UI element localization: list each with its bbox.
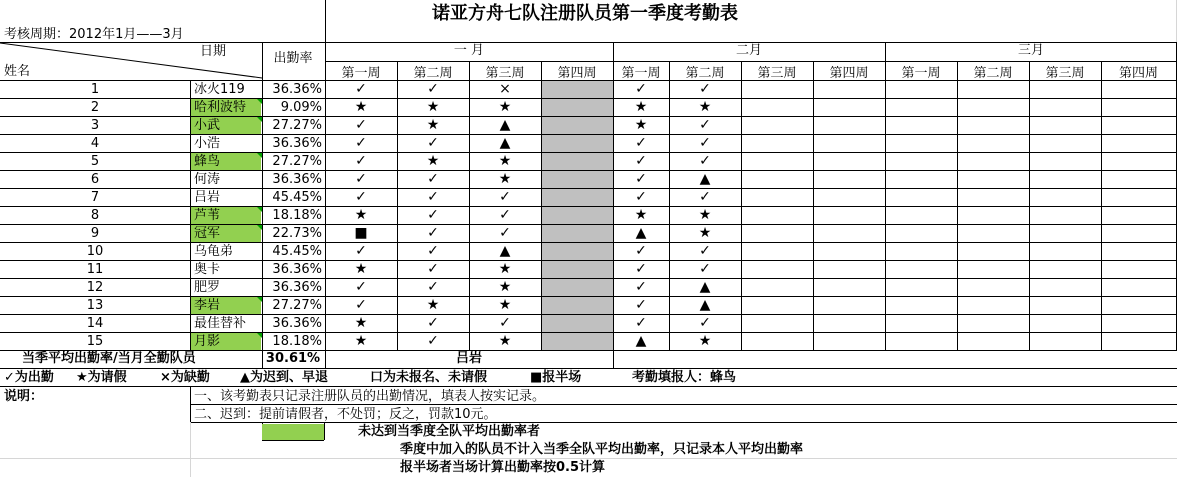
grid-line [0,278,1177,279]
attendance-mark: ★ [498,333,512,349]
week-header: 第四周 [829,65,869,81]
member-name: 奥卡 [194,262,221,277]
attendance-mark: ★ [634,207,648,223]
attendance-mark: ✓ [699,315,711,331]
attendance-mark: ✓ [635,135,647,151]
attendance-mark: ★ [498,261,512,277]
attendance-mark: ★ [426,99,440,115]
attendance-rate: 36.36% [272,262,322,277]
grid-line [0,134,1177,135]
member-name: 月影 [194,334,221,349]
attendance-mark: ✓ [355,297,367,313]
week-header: 第三周 [1045,65,1085,81]
attendance-mark: ▲ [699,297,711,313]
grid-line [0,116,1177,117]
attendance-mark: ✓ [427,315,439,331]
row-number: 8 [90,207,100,223]
attendance-mark: ✓ [427,225,439,241]
attendance-mark: ★ [354,99,368,115]
grid-line [885,42,886,350]
attendance-mark: ▲ [499,243,511,259]
row-number: 2 [90,99,100,115]
comment-indicator-icon [257,207,262,212]
week-header: 第一周 [621,65,661,81]
member-name: 李岩 [194,298,221,313]
legend-star: ★为请假 [76,370,127,385]
attendance-rate: 9.09% [280,100,322,115]
grid-line [0,42,1177,43]
row-number: 4 [90,135,100,151]
grid-line [0,368,1177,369]
grid-line [613,42,614,368]
attendance-rate: 36.36% [272,316,322,331]
summary-rate: 30.61% [265,351,321,366]
grid-line [325,61,1177,62]
attendance-mark: ★ [354,261,368,277]
attendance-mark: ✓ [635,243,647,259]
comment-indicator-icon [257,117,262,122]
attendance-mark: ★ [354,207,368,223]
period-label: 考核周期：2012年1月——3月 [4,27,184,42]
attendance-mark: ★ [498,153,512,169]
month-feb: 二月 [735,43,762,58]
attendance-mark: ✓ [355,279,367,295]
grid-line [190,386,191,422]
attendance-rate: 45.45% [272,190,322,205]
comment-indicator-icon [257,333,262,338]
attendance-mark: ✓ [635,171,647,187]
attendance-mark: ✓ [355,189,367,205]
legend-triangle: ▲为迟到、早退 [240,370,328,385]
row-number: 1 [90,81,100,97]
week-header: 第二周 [413,65,453,81]
grid-line [741,61,742,350]
grid-line [0,170,1177,171]
attendance-rate: 18.18% [272,334,322,349]
attendance-mark: ★ [498,99,512,115]
notes-label: 说明： [4,389,44,404]
attendance-mark: ★ [354,315,368,331]
attendance-mark: × [499,81,511,97]
row-number: 12 [86,279,104,295]
rate-header: 出勤率 [273,51,313,66]
attendance-rate: 22.73% [272,226,322,241]
sheet-title: 诺亚方舟七队注册队员第一季度考勤表 [432,3,738,24]
attendance-mark: ✓ [355,153,367,169]
attendance-mark: ✓ [499,189,511,205]
attendance-mark: ✓ [635,81,647,97]
attendance-mark: ✓ [635,297,647,313]
attendance-mark: ▲ [699,279,711,295]
attendance-mark: ★ [634,117,648,133]
attendance-mark: ✓ [635,279,647,295]
attendance-mark: ✓ [427,279,439,295]
grid-line [190,80,191,350]
grid-line [262,440,324,441]
grid-line [0,206,1177,207]
week-header: 第一周 [341,65,381,81]
row-number: 5 [90,153,100,169]
grid-line [1029,61,1030,350]
attendance-mark: ✓ [699,135,711,151]
row-number: 10 [86,243,104,259]
legend-filled-square: ■报半场 [530,370,582,385]
attendance-mark: ✓ [499,225,511,241]
member-name: 乌龟弟 [194,244,234,259]
member-name: 蜂鸟 [194,154,221,169]
grid-line [190,422,191,477]
attendance-mark: ✓ [699,117,711,133]
grid-line [397,61,398,350]
grid-line [0,314,1177,315]
grid-line [0,332,1177,333]
attendance-mark: ✓ [427,243,439,259]
grid-line [541,61,542,350]
row-number: 3 [90,117,100,133]
attendance-rate: 27.27% [272,118,322,133]
row-number: 15 [86,333,104,349]
grid-line [325,0,326,368]
member-name: 最佳替补 [194,316,247,331]
attendance-mark: ✓ [699,153,711,169]
grid-line [957,61,958,350]
grid-line [0,152,1177,153]
note-line-2: 二、迟到：提前请假者，不处罚；反之，罚款10元。 [194,407,497,422]
row-number: 14 [86,315,104,331]
attendance-mark: ■ [354,225,368,241]
legend-square: 口为未报名、未请假 [370,370,488,385]
attendance-rate: 36.36% [272,172,322,187]
grid-line [0,386,1177,387]
attendance-mark: ✓ [499,207,511,223]
week-header: 第四周 [1118,65,1158,81]
comment-indicator-icon [257,99,262,104]
row-number: 6 [90,171,100,187]
week-header: 第三周 [485,65,525,81]
attendance-mark: ▲ [499,117,511,133]
attendance-mark: ★ [698,333,712,349]
attendance-mark: ✓ [355,117,367,133]
grid-line [0,80,1177,81]
attendance-mark: ✓ [699,243,711,259]
grid-line [190,422,1177,423]
attendance-rate: 45.45% [272,244,322,259]
attendance-mark: ✓ [699,189,711,205]
member-name: 哈利波特 [194,100,247,115]
month-mar: 三月 [1017,43,1044,58]
grid-line [0,242,1177,243]
attendance-mark: ✓ [355,243,367,259]
attendance-mark: ✓ [699,261,711,277]
grid-line [324,422,325,440]
footer-line-1: 季度中加入的队员不计入当季全队平均出勤率，只记录本人平均出勤率 [400,442,804,457]
attendance-mark: ✓ [427,261,439,277]
attendance-mark: ✓ [427,207,439,223]
attendance-mark: ★ [698,225,712,241]
comment-indicator-icon [257,225,262,230]
member-name: 肥罗 [194,280,221,295]
member-name: 小武 [194,118,221,133]
comment-indicator-icon [257,297,262,302]
grid-line [469,61,470,350]
green-legend-meaning: 未达到当季度全队平均出勤率者 [358,424,541,439]
attendance-rate: 27.27% [272,298,322,313]
attendance-mark: ★ [698,99,712,115]
row-number: 9 [90,225,100,241]
attendance-mark: ✓ [635,261,647,277]
full-attendance-member: 吕岩 [455,351,482,366]
diagonal-header-line [0,42,262,82]
attendance-mark: ✓ [499,315,511,331]
attendance-mark: ✓ [635,315,647,331]
attendance-mark: ✓ [699,81,711,97]
row-number: 11 [86,261,104,277]
grid-line [0,98,1177,99]
blocked-week-cell [542,80,613,351]
attendance-mark: ▲ [699,171,711,187]
week-header: 第四周 [557,65,597,81]
row-number: 13 [86,297,104,313]
attendance-mark: ★ [498,171,512,187]
attendance-mark: ★ [698,207,712,223]
grid-line [1101,61,1102,350]
week-header: 第一周 [901,65,941,81]
legend-checkmark: ✓为出勤 [4,370,54,385]
attendance-mark: ▲ [499,135,511,151]
grid-line [190,404,1177,405]
row-number: 7 [90,189,100,205]
attendance-mark: ✓ [427,81,439,97]
note-line-1: 一、该考勤表只记录注册队员的出勤情况，填表人按实记录。 [194,389,546,404]
attendance-rate: 36.36% [272,136,322,151]
attendance-mark: ★ [498,297,512,313]
attendance-mark: ✓ [427,189,439,205]
grid-line [669,61,670,350]
attendance-mark: ✓ [635,153,647,169]
grid-line [0,224,1177,225]
summary-label: 当季平均出勤率/当月全勤队员 [22,351,196,366]
legend-cross: ×为缺勤 [160,370,210,385]
grid-line [813,61,814,350]
member-name: 何涛 [194,172,221,187]
attendance-mark: ✓ [635,189,647,205]
grid-line [0,188,1177,189]
member-name: 冠军 [194,226,221,241]
attendance-mark: ★ [354,333,368,349]
attendance-mark: ✓ [355,135,367,151]
member-name: 小浩 [194,136,221,151]
member-name: 芦苇 [194,208,221,223]
date-header: 日期 [200,44,227,59]
name-header: 姓名 [4,64,31,79]
attendance-rate: 36.36% [272,280,322,295]
attendance-mark: ✓ [355,171,367,187]
week-header: 第二周 [973,65,1013,81]
attendance-rate: 18.18% [272,208,322,223]
attendance-mark: ✓ [355,81,367,97]
comment-indicator-icon [257,153,262,158]
grid-line [262,42,263,368]
grid-line [0,458,1177,459]
attendance-mark: ✓ [427,135,439,151]
grid-line [0,296,1177,297]
attendance-mark: ▲ [635,333,647,349]
member-name: 吕岩 [194,190,221,205]
week-header: 第二周 [685,65,725,81]
attendance-mark: ★ [426,297,440,313]
attendance-rate: 36.36% [272,82,322,97]
attendance-mark: ✓ [427,333,439,349]
grid-line [0,260,1177,261]
member-name: 冰火119 [194,82,245,97]
attendance-mark: ★ [426,153,440,169]
attendance-mark: ✓ [427,171,439,187]
attendance-mark: ▲ [635,225,647,241]
week-header: 第三周 [757,65,797,81]
green-legend-swatch [262,424,324,440]
attendance-mark: ★ [498,279,512,295]
attendance-rate: 27.27% [272,154,322,169]
reporter-label: 考勤填报人：蜂鸟 [632,370,737,385]
month-jan: 一 月 [453,43,485,58]
footer-line-2: 报半场者当场计算出勤率按0.5计算 [400,460,606,475]
attendance-mark: ★ [426,117,440,133]
attendance-mark: ★ [634,99,648,115]
